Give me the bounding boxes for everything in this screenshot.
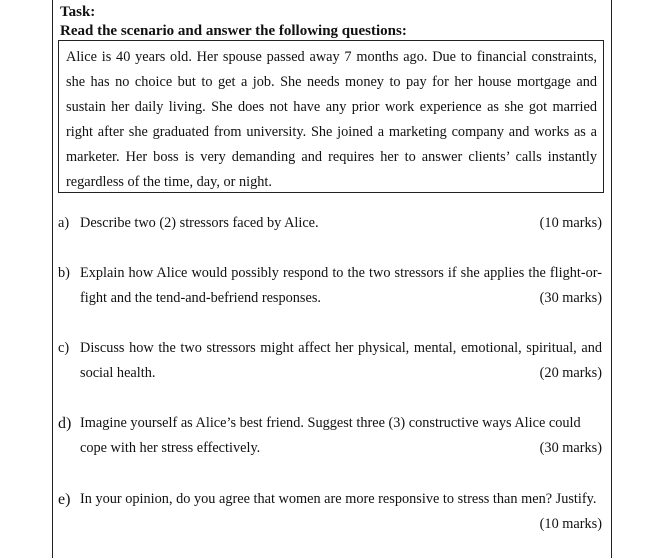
question-a bbox=[58, 211, 604, 237]
question-marks: (30 marks) bbox=[539, 440, 602, 456]
question-marks: (10 marks) bbox=[539, 215, 602, 231]
question-e bbox=[58, 487, 604, 539]
question-d bbox=[58, 411, 604, 463]
question-text-cont: social health. bbox=[80, 365, 156, 381]
question-text: Describe two (2) stressors faced by Alice. bbox=[80, 215, 319, 231]
question-text-cont: cope with her stress effectively. bbox=[80, 440, 261, 456]
question-letter: a) bbox=[58, 215, 70, 231]
scenario-text: Alice is 40 years old. Her spouse passed away 7 months ago. Due to financial constraints, she has no choice but to get a job. She needs money to pay for her house mortgage and sustain her daily living. She does not have any prior work experience as she got married right after she graduated from university. She joined a marketing company and works as a marketer. Her boss is very demanding and requires her to answer clients’ calls instantly regardless of the time, day, or night. bbox=[66, 49, 597, 190]
question-marks: (20 marks) bbox=[539, 365, 602, 381]
question-b bbox=[58, 261, 604, 313]
scenario-box bbox=[58, 40, 604, 193]
question-letter: b) bbox=[58, 265, 70, 281]
task-instruction: Read the scenario and answer the following questions: bbox=[60, 23, 407, 39]
question-marks: (10 marks) bbox=[539, 516, 602, 532]
question-text: Imagine yourself as Alice’s best friend. Suggest three (3) constructive ways Alice could bbox=[80, 415, 581, 431]
question-letter: c) bbox=[58, 340, 70, 356]
task-label: Task: bbox=[60, 4, 96, 20]
question-text: Explain how Alice would possibly respond to the two stressors if she applies the flight-or- bbox=[80, 265, 602, 281]
question-c bbox=[58, 336, 604, 388]
question-letter: e) bbox=[58, 491, 71, 508]
question-text: In your opinion, do you agree that women are more responsive to stress than men? Justify. bbox=[80, 491, 597, 507]
question-text-cont: fight and the tend-and-befriend responses. bbox=[80, 290, 321, 306]
question-text: Discuss how the two stressors might affect her physical, mental, emotional, spiritual, and bbox=[80, 340, 602, 356]
question-letter: d) bbox=[58, 415, 72, 432]
question-marks: (30 marks) bbox=[539, 290, 602, 306]
